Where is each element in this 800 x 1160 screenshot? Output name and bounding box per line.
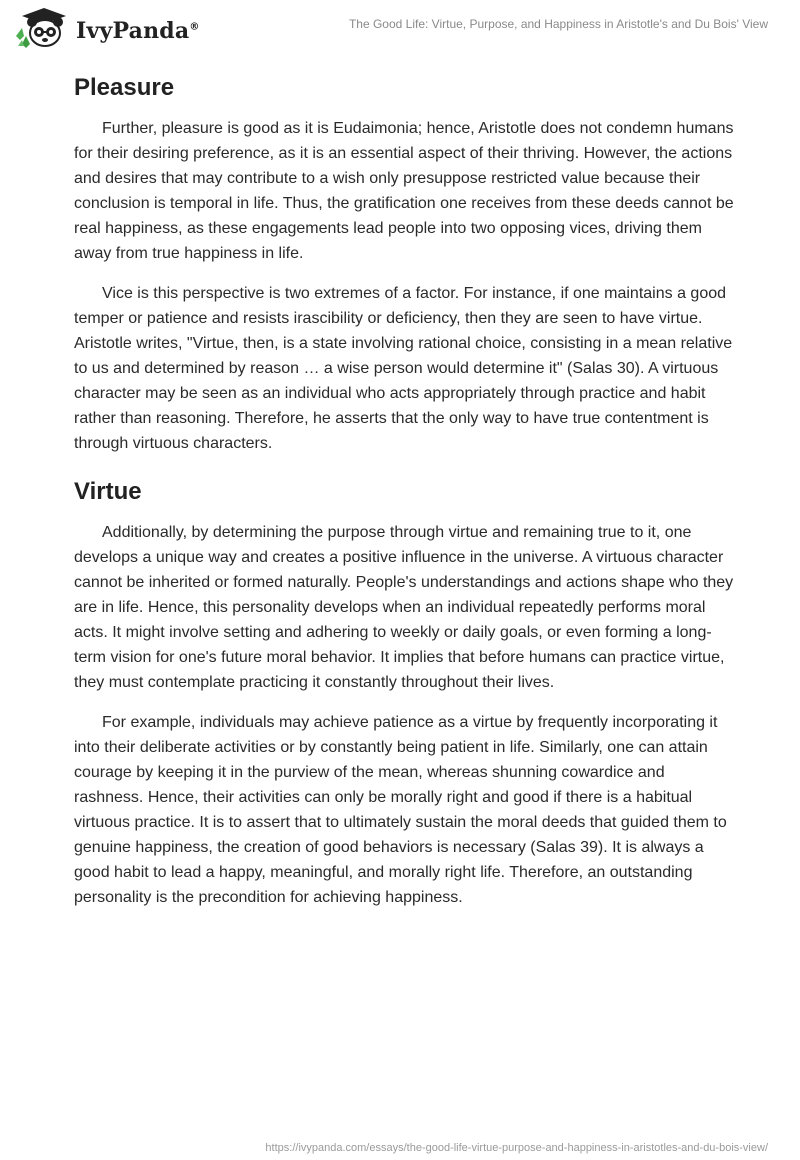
brand-name: [76, 18, 200, 44]
panda-graduate-icon: [14, 6, 70, 50]
paragraph: Vice is this perspective is two extremes of a factor. For instance, if one maintains a good temper or patience and resists irascibility or deficiency, then they are seen to have virtue. Aristotle writes, "Virtue, then, is a state involving rational choice, consisting in a mean relative to us and determined by reason … a wise person would determine it" (Salas 30). A virtuous character may be seen as an individual who acts appropriately through practice and habit rather than reasoning. Therefore, he asserts that the only way to have true contentment is through virtuous characters.: [74, 285, 733, 452]
paragraph: Further, pleasure is good as it is Eudaimonia; hence, Aristotle does not condemn humans for their desiring preference, as it is an essential aspect of their thriving. However, the actions and desires that may contribute to a wish only presuppose restricted value because their conclusion is temporal in life. Thus, the gratification one receives from these deeds cannot be real happiness, as these engagements lead people into two opposing vices, driving them away from true happiness in life.: [74, 120, 734, 262]
paragraph: For example, individuals may achieve patience as a virtue by frequently incorporating it into their deliberate activities or by constantly being patient in life. Similarly, one can attain courage by keeping it in the purview of the mean, whereas shunning cowardice and rashness. Hence, their activities can only be morally right and good if there is a habitual virtuous practice. It is to assert that to ultimately sustain the moral deeds that guided them to genuine happiness, the creation of good behaviors is necessary (Salas 39). It is always a good habit to lead a happy, meaningful, and morally right life. Therefore, an outstanding personality is the precondition for achieving happiness.: [74, 714, 727, 906]
section-heading-pleasure: Pleasure: [74, 74, 175, 101]
section-heading-virtue: Virtue: [74, 478, 142, 505]
essay-content: [74, 72, 736, 925]
brand-name-text: IvyPanda: [76, 18, 190, 44]
ivypanda-logo[interactable]: [14, 6, 200, 50]
source-url-link[interactable]: https://ivypanda.com/essays/the-good-life-virtue-purpose-and-happiness-in-aristotles-and-du-bois-view/: [265, 1142, 768, 1154]
registered-mark: ®: [189, 21, 200, 33]
page-header: [0, 0, 800, 64]
document-title: The Good Life: Virtue, Purpose, and Happiness in Aristotle's and Du Bois' View: [348, 17, 768, 31]
paragraph: Additionally, by determining the purpose through virtue and remaining true to it, one develops a unique way and creates a positive influence in the universe. A virtuous character cannot be inherited or formed naturally. People's understandings and actions shape who they are in life. Hence, this personality develops when an individual repeatedly performs moral acts. It might involve setting and adhering to weekly or daily goals, or even forming a long-term vision for one's future moral behavior. It implies that before humans can practice virtue, they must contemplate practicing it constantly throughout their lives.: [74, 524, 734, 691]
